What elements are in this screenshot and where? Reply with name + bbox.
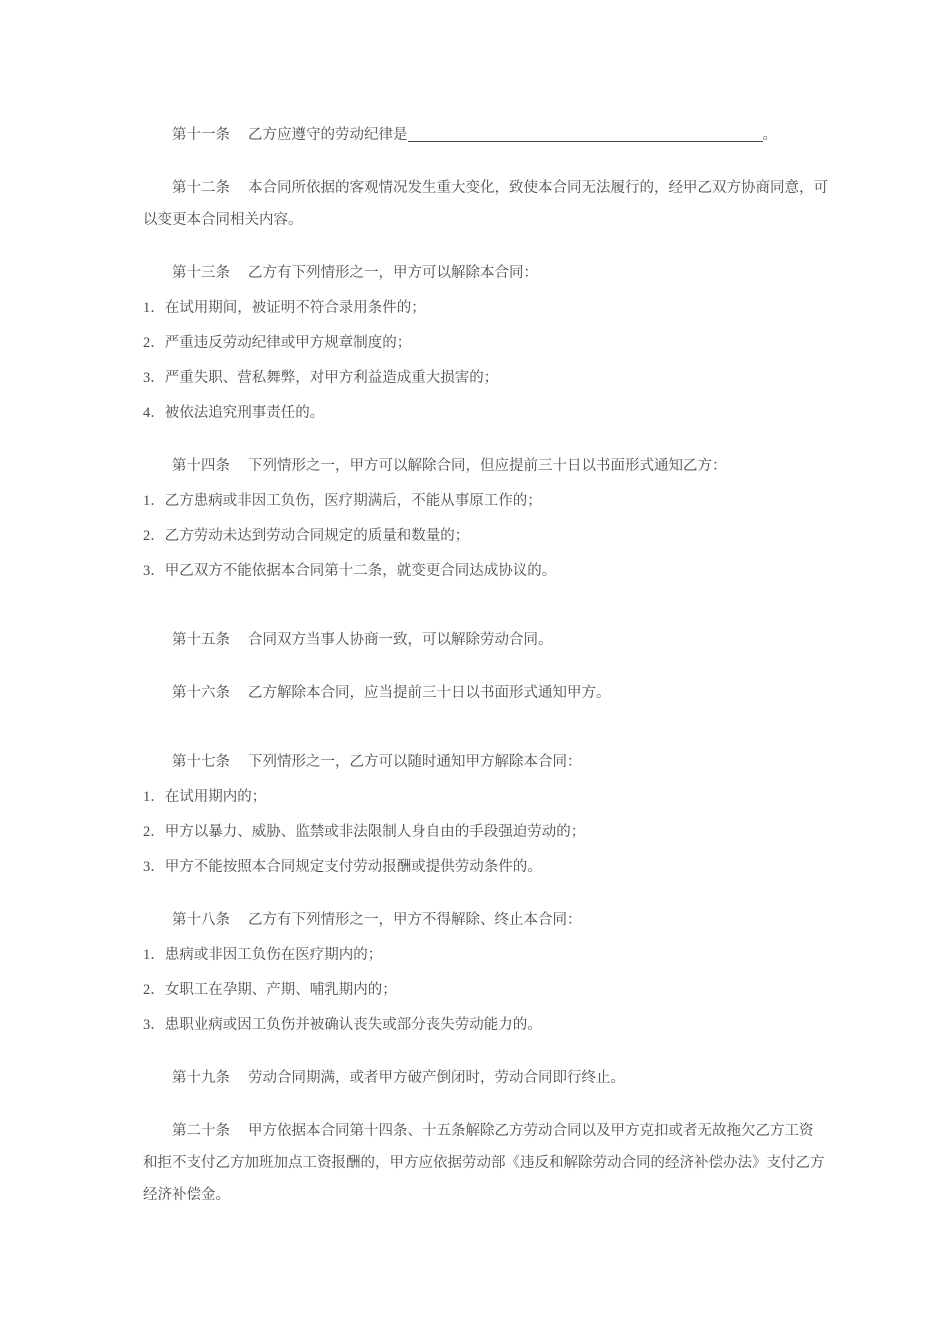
clause-text-line: 劳动合同期满，或者甲方破产倒闭时，劳动合同即行终止。	[248, 1070, 625, 1086]
contract-body	[143, 119, 833, 1211]
clause-paragraph	[143, 904, 833, 936]
item-text: 2．乙方劳动未达到劳动合同规定的质量和数量的；	[143, 528, 470, 544]
numbered-item	[143, 485, 833, 517]
item-text: 1．在试用期内的；	[143, 789, 267, 805]
clause-text-line: 乙方有下列情形之一，甲方不得解除、终止本合同：	[248, 912, 582, 928]
blank-line	[143, 587, 833, 603]
numbered-item	[143, 555, 833, 587]
item-text: 2．甲方以暴力、威胁、监禁或非法限制人身自由的手段强迫劳动的；	[143, 824, 586, 840]
clause-label: 第十三条	[172, 265, 230, 281]
clause-text: 乙方应遵守的劳动纪律是	[248, 127, 408, 143]
numbered-item	[143, 362, 833, 394]
clause-paragraph	[143, 257, 833, 289]
numbered-item	[143, 397, 833, 429]
clause-text-line: 和拒不支付乙方加班加点工资报酬的，甲方应依据劳动部《违反和解除劳动合同的经济补偿办法》支付乙方	[143, 1155, 825, 1171]
clause-text-line: 下列情形之一，甲方可以解除合同，但应提前三十日以书面形式通知乙方：	[248, 458, 727, 474]
clause-label: 第十一条	[172, 127, 230, 143]
numbered-item	[143, 327, 833, 359]
item-text: 1．患病或非因工负伤在医疗期内的；	[143, 947, 383, 963]
clause-label: 第十二条	[172, 180, 230, 196]
clause-label: 第十四条	[172, 458, 230, 474]
clause-paragraph	[143, 677, 833, 709]
clause-paragraph	[143, 172, 833, 236]
numbered-item	[143, 292, 833, 324]
clause-text-line: 下列情形之一，乙方可以随时通知甲方解除本合同：	[248, 754, 582, 770]
clause-text-line: 经济补偿金。	[143, 1187, 230, 1203]
numbered-item	[143, 939, 833, 971]
fill-in-blank[interactable]	[408, 140, 763, 142]
blank-line	[143, 709, 833, 725]
item-text: 3．甲方不能按照本合同规定支付劳动报酬或提供劳动条件的。	[143, 859, 542, 875]
numbered-item	[143, 816, 833, 848]
clause-text-line: 乙方有下列情形之一，甲方可以解除本合同：	[248, 265, 538, 281]
clause-text-line: 以变更本合同相关内容。	[143, 212, 303, 228]
item-text: 1．在试用期间，被证明不符合录用条件的；	[143, 300, 426, 316]
clause-paragraph	[143, 1062, 833, 1094]
numbered-item	[143, 974, 833, 1006]
numbered-item	[143, 781, 833, 813]
clause-label: 第十五条	[172, 632, 230, 648]
clause-label: 第十八条	[172, 912, 230, 928]
item-text: 2．严重违反劳动纪律或甲方规章制度的；	[143, 335, 412, 351]
numbered-item	[143, 1009, 833, 1041]
clause-label: 第二十条	[172, 1123, 230, 1139]
clause-paragraph	[143, 1115, 833, 1211]
clause-paragraph	[143, 450, 833, 482]
clause-paragraph	[143, 624, 833, 656]
item-text: 3．严重失职、营私舞弊，对甲方利益造成重大损害的；	[143, 370, 499, 386]
clause-text: 。	[762, 127, 777, 143]
item-text: 4．被依法追究刑事责任的。	[143, 405, 325, 421]
clause-text-line: 甲方依据本合同第十四条、十五条解除乙方劳动合同以及甲方克扣或者无故拖欠乙方工资	[248, 1123, 814, 1139]
clause-paragraph	[143, 119, 833, 151]
clause-text-line: 本合同所依据的客观情况发生重大变化，致使本合同无法履行的，经甲乙双方协商同意，可	[248, 180, 828, 196]
clause-label: 第十六条	[172, 685, 230, 701]
item-text: 2．女职工在孕期、产期、哺乳期内的；	[143, 982, 397, 998]
clause-label: 第十九条	[172, 1070, 230, 1086]
clause-text-line: 合同双方当事人协商一致，可以解除劳动合同。	[248, 632, 553, 648]
clause-label: 第十七条	[172, 754, 230, 770]
clause-paragraph	[143, 746, 833, 778]
clause-text-line: 乙方解除本合同，应当提前三十日以书面形式通知甲方。	[248, 685, 611, 701]
numbered-item	[143, 520, 833, 552]
item-text: 1．乙方患病或非因工负伤，医疗期满后，不能从事原工作的；	[143, 493, 542, 509]
item-text: 3．甲乙双方不能依据本合同第十二条，就变更合同达成协议的。	[143, 563, 557, 579]
numbered-item	[143, 851, 833, 883]
item-text: 3．患职业病或因工负伤并被确认丧失或部分丧失劳动能力的。	[143, 1017, 542, 1033]
